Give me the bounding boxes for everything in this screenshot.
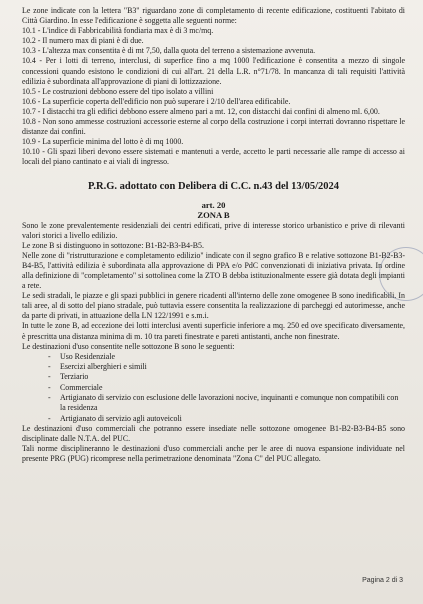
closing-section <box>22 424 405 464</box>
closing-paragraph: Tali norme disciplineranno le destinazioni d'uso commerciali anche per le aree di nuova espansione individuate nel presente PRG (PUG) ricomprese nella perimetrazione denominata "Zona C" del PUC allegato. <box>22 443 405 464</box>
list-item: - Uso Residenziale <box>60 352 405 362</box>
rule-10-2: 10.2 - Il numero max di piani è di due. <box>22 36 144 46</box>
body-paragraph: Le destinazioni d'uso consentite nelle sottozone B sono le seguenti: <box>22 341 235 351</box>
rule-10-4: 10.4 - Per i lotti di terreno, interclusi, di superfice fino a mq 1000 l'edificazione è consentita a mezzo di singole concessioni quando esistono le condizioni di cui all'art. 21 della L.R. n°71/78. In mancanza di tali requisiti l'attività edilizia è subordinata all'approvazione di piani di lottizzazione. <box>22 56 405 86</box>
rule-10-7: 10.7 - I distacchi tra gli edifici debbono essere almeno pari a mt. 12, con distacchi dai confini di almeno ml. 6,00. <box>22 106 380 116</box>
rule-10-5: 10.5 - Le costruzioni debbono essere del tipo isolato a villini <box>22 86 214 96</box>
intro-section <box>22 6 405 168</box>
rule-10-3: 10.3 - L'altezza max consentita è di mt 7,50, dalla quota del terreno a sistemazione avvenuta. <box>22 46 316 56</box>
closing-paragraph: Le destinazioni d'uso commerciali che potranno essere insediate nelle sottozone omogenee B1-B2-B3-B4-B5 sono disciplinate dalle N.T.A. del PUC. <box>22 423 405 443</box>
list-item: - Commerciale <box>60 383 405 393</box>
rule-10-1: 10.1 - L'indice di Fabbricabilità fondiaria max è di 3 mc/mq. <box>22 26 214 36</box>
rule-10-8: 10.8 - Non sono ammesse costruzioni accessorie esterne al corpo della costruzione i corpi interrati dovranno rispettare le distanze dai confini. <box>22 117 405 137</box>
rule-10-9: 10.9 - La superficie minima del lotto è di mq 1000. <box>22 137 184 147</box>
allowed-uses-list <box>22 352 405 424</box>
body-paragraph: Le zone B si distinguono in sottozone: B1-B2-B3-B4-B5. <box>22 240 204 250</box>
page-number: Pagina 2 di 3 <box>362 577 403 584</box>
rule-10-10: 10.10 - Gli spazi liberi devono essere sistemati e mantenuti a verde, accetto le parti necessarie alle rampe di accesso ai locali del piano cantinato e ai viali di ingresso. <box>22 147 405 167</box>
body-section <box>22 221 405 352</box>
body-paragraph: In tutte le zone B, ad eccezione dei lotti interclusi aventi superficie inferiore a mq. 250 ed ove specificato diversamente, è prescritta una distanza minima di m. 10 tra pareti finestrate e pareti antistanti, anche non finestrate. <box>22 321 405 341</box>
list-item: - Artigianato di servizio agli autoveicoli <box>60 414 405 424</box>
list-item: - Terziario <box>60 372 405 382</box>
article-number: art. 20 <box>201 199 226 210</box>
intro-paragraph: Le zone indicate con la lettera "B3" riguardano zone di completamento di recente edificazione, costituenti l'abitato di Città Giardino. In esse l'edificazione è soggetta alle seguenti norme: <box>22 6 405 26</box>
list-item: - Esercizi alberghieri e simili <box>60 362 405 372</box>
body-paragraph: Le sedi stradali, le piazze e gli spazi pubblici in genere ricadenti all'interno delle zone omogenee B sono inedificabili. In tali aree, al di sotto del piano stradale, può tuttavia essere consentita la realizzazione di parcheggi ed autorimesse, anche da parte di privati, in attuazione della LN 122/1991 e s.m.i. <box>22 291 405 321</box>
list-item: - Artigianato di servizio con esclusione delle lavorazioni nocive, inquinanti e comunque non compatibili con la residenza <box>60 393 405 414</box>
section-heading: P.R.G. adottato con Delibera di C.C. n.43 del 13/05/2024 <box>87 180 340 192</box>
body-paragraph: Sono le zone prevalentemente residenziali dei centri edificati, prive di interesse storico urbanistico e prive di rilevanti valori storici a livello edilizio. <box>22 220 405 240</box>
zone-title: ZONA B <box>197 209 230 220</box>
body-paragraph: Nelle zone di "ristrutturazione e completamento edilizio" indicate con il segno grafico B e relative sottozone B1-B2-B3-B4-B5, l'attività edilizia è subordinata alla approvazione di PPA e/o PdC convenzionati di iniziativa privata. In ordine alla definizione di "completamento" si sottolinea come la ZTO B debba istituzionalmente essere già dotata degli impianti a rete. <box>22 250 405 291</box>
rule-10-6: 10.6 - La superficie coperta dell'edificio non può superare i 2/10 dell'area edificabile. <box>22 96 291 106</box>
